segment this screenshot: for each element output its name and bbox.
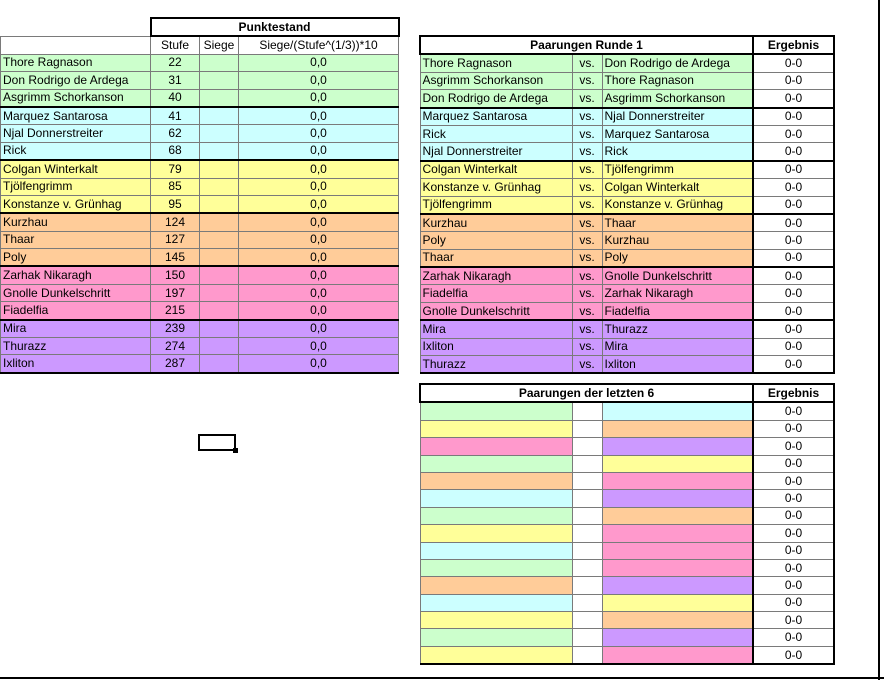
last6-player-a[interactable] [420,559,572,576]
score-value-cell[interactable]: 0,0 [239,213,399,231]
last6-player-a[interactable] [420,402,572,420]
last6-result[interactable]: 0-0 [753,438,834,455]
last6-result[interactable]: 0-0 [753,507,834,524]
score-value-cell[interactable]: 0,0 [239,178,399,195]
last6-player-b[interactable] [602,646,753,664]
score-row [1,355,399,373]
score-value-cell[interactable]: 0,0 [239,355,399,373]
pairing-player-a[interactable]: Tjölfengrimm [420,196,572,214]
pairing-player-a[interactable]: Marquez Santarosa [420,108,572,126]
score-name-cell[interactable]: Thore Ragnason [1,54,151,71]
pairing-player-a[interactable]: Rick [420,125,572,142]
pairing-player-b[interactable]: Tjölfengrimm [602,161,753,179]
last6-row [420,629,834,646]
pairing-player-b[interactable]: Zarhak Nikaragh [602,285,753,302]
pairing-player-a[interactable]: Don Rodrigo de Ardega [420,90,572,108]
score-stufe-cell[interactable]: 145 [151,249,200,267]
last6-player-a[interactable] [420,525,572,542]
pairing-result[interactable]: 0-0 [753,320,834,338]
score-siege-cell[interactable] [200,107,239,125]
pairing-vs[interactable]: vs. [572,232,602,249]
print-area-border-right [878,0,880,680]
pairing-vs[interactable]: vs. [572,249,602,267]
pairing-player-a[interactable]: Zarhak Nikaragh [420,267,572,285]
last6-result[interactable]: 0-0 [753,490,834,507]
pairing-row [420,338,834,355]
pairing-row [420,196,834,214]
score-value-cell[interactable]: 0,0 [239,160,399,178]
pairing-result[interactable]: 0-0 [753,338,834,355]
score-siege-cell[interactable] [200,72,239,89]
pairing-player-b[interactable]: Colgan Winterkalt [602,179,753,196]
pairing-vs[interactable]: vs. [572,196,602,214]
last6-vs[interactable] [572,490,602,507]
pairing-vs[interactable]: vs. [572,108,602,126]
pairing-result[interactable]: 0-0 [753,72,834,89]
score-row [1,89,399,107]
last6-player-a[interactable] [420,472,572,489]
last6-vs[interactable] [572,542,602,559]
pairing-player-b[interactable]: Kurzhau [602,232,753,249]
score-name-cell[interactable]: Poly [1,249,151,267]
score-name-cell[interactable]: Asgrimm Schorkanson [1,89,151,107]
pairing-result[interactable]: 0-0 [753,356,834,374]
pairing-player-b[interactable]: Fiadelfia [602,302,753,320]
score-row [1,125,399,142]
pairing-row [420,320,834,338]
last6-vs[interactable] [572,577,602,594]
last6-result[interactable]: 0-0 [753,577,834,594]
pairing-row [420,72,834,89]
last6-player-a[interactable] [420,455,572,472]
last6-table [419,383,835,665]
last6-player-a[interactable] [420,420,572,437]
score-stufe-cell[interactable]: 85 [151,178,200,195]
score-siege-cell[interactable] [200,355,239,373]
score-name-cell[interactable]: Don Rodrigo de Ardega [1,72,151,89]
last6-row [420,420,834,437]
pairing-result[interactable]: 0-0 [753,90,834,108]
score-siege-cell[interactable] [200,266,239,284]
score-value-cell[interactable]: 0,0 [239,195,399,213]
score-stufe-cell[interactable]: 287 [151,355,200,373]
last6-vs[interactable] [572,646,602,664]
last6-row [420,438,834,455]
last6-vs[interactable] [572,612,602,629]
score-value-cell[interactable]: 0,0 [239,231,399,248]
score-value-cell[interactable]: 0,0 [239,89,399,107]
pairing-player-a[interactable]: Ixliton [420,338,572,355]
pairing-vs[interactable]: vs. [572,72,602,89]
pairings-result-header[interactable]: Ergebnis [753,36,834,54]
last6-player-b[interactable] [602,490,753,507]
score-value-cell[interactable]: 0,0 [239,72,399,89]
pairing-result[interactable]: 0-0 [753,125,834,142]
pairing-row [420,179,834,196]
pairing-player-b[interactable]: Thore Ragnason [602,72,753,89]
pairing-player-a[interactable]: Thaar [420,249,572,267]
score-stufe-cell[interactable]: 95 [151,195,200,213]
pairing-result[interactable]: 0-0 [753,108,834,126]
last6-player-b[interactable] [602,472,753,489]
pairing-player-b[interactable]: Asgrimm Schorkanson [602,90,753,108]
pairing-player-b[interactable]: Rick [602,143,753,161]
score-row [1,72,399,89]
last6-vs[interactable] [572,629,602,646]
last6-player-b[interactable] [602,438,753,455]
score-siege-cell[interactable] [200,284,239,301]
pairing-player-a[interactable]: Colgan Winterkalt [420,161,572,179]
pairing-player-b[interactable]: Ixliton [602,356,753,374]
pairing-result[interactable]: 0-0 [753,232,834,249]
last6-vs[interactable] [572,402,602,420]
last6-result[interactable]: 0-0 [753,472,834,489]
score-stufe-cell[interactable]: 197 [151,284,200,301]
pairing-result[interactable]: 0-0 [753,214,834,232]
last6-player-a[interactable] [420,438,572,455]
last6-result[interactable]: 0-0 [753,594,834,611]
score-name-cell[interactable]: Fiadelfia [1,302,151,320]
score-header-stufe[interactable]: Stufe [151,36,200,54]
score-title[interactable]: Punktestand [151,18,399,36]
score-stufe-cell[interactable]: 79 [151,160,200,178]
score-value-cell[interactable]: 0,0 [239,338,399,355]
pairing-row [420,302,834,320]
pairing-player-a[interactable]: Fiadelfia [420,285,572,302]
pairing-row [420,125,834,142]
score-name-cell[interactable]: Gnolle Dunkelschritt [1,284,151,301]
score-row [1,178,399,195]
last6-vs[interactable] [572,594,602,611]
score-stufe-cell[interactable]: 124 [151,213,200,231]
pairing-result[interactable]: 0-0 [753,302,834,320]
score-name-cell[interactable]: Kurzhau [1,213,151,231]
score-siege-cell[interactable] [200,89,239,107]
last6-player-b[interactable] [602,594,753,611]
pairing-row [420,356,834,374]
last6-row [420,612,834,629]
score-row [1,160,399,178]
last6-result[interactable]: 0-0 [753,525,834,542]
pairing-player-a[interactable]: Kurzhau [420,214,572,232]
last6-row [420,577,834,594]
pairing-row [420,90,834,108]
last6-player-b[interactable] [602,507,753,524]
score-name-cell[interactable]: Mira [1,320,151,338]
pairing-vs[interactable]: vs. [572,285,602,302]
last6-row [420,542,834,559]
score-row [1,249,399,267]
last6-player-a[interactable] [420,542,572,559]
last6-player-b[interactable] [602,629,753,646]
score-siege-cell[interactable] [200,160,239,178]
score-name-cell[interactable]: Zarhak Nikaragh [1,266,151,284]
score-row [1,302,399,320]
last6-vs[interactable] [572,455,602,472]
last6-player-b[interactable] [602,402,753,420]
last6-title[interactable]: Paarungen der letzten 6 [420,384,753,402]
pairing-player-a[interactable]: Thurazz [420,356,572,374]
last6-row [420,559,834,576]
score-row [1,320,399,338]
pairing-player-b[interactable]: Poly [602,249,753,267]
pairing-row [420,267,834,285]
score-stufe-cell[interactable]: 239 [151,320,200,338]
score-name-cell[interactable]: Colgan Winterkalt [1,160,151,178]
pairing-row [420,143,834,161]
pairing-result[interactable]: 0-0 [753,196,834,214]
score-name-cell[interactable]: Konstanze v. Grünhag [1,195,151,213]
last6-vs[interactable] [572,559,602,576]
last6-result[interactable]: 0-0 [753,542,834,559]
score-row [1,142,399,160]
pairing-player-a[interactable]: Njal Donnerstreiter [420,143,572,161]
score-value-cell[interactable]: 0,0 [239,54,399,71]
last6-result-header[interactable]: Ergebnis [753,384,834,402]
score-name-cell[interactable]: Njal Donnerstreiter [1,125,151,142]
pairing-row [420,232,834,249]
pairing-vs[interactable]: vs. [572,320,602,338]
score-stufe-cell[interactable]: 215 [151,302,200,320]
score-siege-cell[interactable] [200,178,239,195]
pairing-vs[interactable]: vs. [572,143,602,161]
score-row [1,231,399,248]
last6-row [420,507,834,524]
last6-vs[interactable] [572,438,602,455]
pairing-result[interactable]: 0-0 [753,143,834,161]
pairing-vs[interactable]: vs. [572,90,602,108]
score-stufe-cell[interactable]: 41 [151,107,200,125]
pairing-player-a[interactable]: Asgrimm Schorkanson [420,72,572,89]
score-siege-cell[interactable] [200,302,239,320]
score-row [1,338,399,355]
last6-row [420,490,834,507]
last6-result[interactable]: 0-0 [753,612,834,629]
score-stufe-cell[interactable]: 31 [151,72,200,89]
score-stufe-cell[interactable]: 40 [151,89,200,107]
score-value-cell[interactable]: 0,0 [239,107,399,125]
score-siege-cell[interactable] [200,320,239,338]
score-table [0,17,400,374]
pairing-player-b[interactable]: Thurazz [602,320,753,338]
score-row [1,195,399,213]
last6-player-a[interactable] [420,594,572,611]
last6-player-b[interactable] [602,559,753,576]
pairing-vs[interactable]: vs. [572,356,602,374]
pairing-player-b[interactable]: Gnolle Dunkelschritt [602,267,753,285]
last6-player-a[interactable] [420,629,572,646]
score-siege-cell[interactable] [200,213,239,231]
pairing-player-a[interactable]: Thore Ragnason [420,54,572,72]
pairing-player-a[interactable]: Poly [420,232,572,249]
score-row [1,213,399,231]
pairings-title[interactable]: Paarungen Runde 1 [420,36,753,54]
pairing-player-a[interactable]: Konstanze v. Grünhag [420,179,572,196]
last6-row [420,455,834,472]
last6-player-b[interactable] [602,542,753,559]
last6-player-b[interactable] [602,577,753,594]
score-stufe-cell[interactable]: 274 [151,338,200,355]
last6-player-b[interactable] [602,525,753,542]
score-value-cell[interactable]: 0,0 [239,302,399,320]
pairing-vs[interactable]: vs. [572,302,602,320]
last6-vs[interactable] [572,472,602,489]
score-siege-cell[interactable] [200,249,239,267]
score-stufe-cell[interactable]: 150 [151,266,200,284]
last6-player-b[interactable] [602,612,753,629]
score-header-formula[interactable]: Siege/(Stufe^(1/3))*10 [239,36,399,54]
score-name-cell[interactable]: Marquez Santarosa [1,107,151,125]
pairing-player-a[interactable]: Mira [420,320,572,338]
pairing-row [420,54,834,72]
pairing-row [420,161,834,179]
score-siege-cell[interactable] [200,231,239,248]
fill-handle[interactable] [233,448,238,453]
last6-row [420,646,834,664]
last6-result[interactable]: 0-0 [753,420,834,437]
pairing-result[interactable]: 0-0 [753,285,834,302]
last6-row [420,402,834,420]
score-value-cell[interactable]: 0,0 [239,249,399,267]
score-row [1,266,399,284]
last6-player-a[interactable] [420,507,572,524]
last6-result[interactable]: 0-0 [753,402,834,420]
last6-player-a[interactable] [420,577,572,594]
pairing-result[interactable]: 0-0 [753,249,834,267]
pairing-player-b[interactable]: Thaar [602,214,753,232]
pairing-row [420,214,834,232]
last6-vs[interactable] [572,420,602,437]
pairing-vs[interactable]: vs. [572,338,602,355]
active-cell-cursor[interactable] [198,434,236,451]
pairing-player-b[interactable]: Konstanze v. Grünhag [602,196,753,214]
score-name-cell[interactable]: Rick [1,142,151,160]
score-value-cell[interactable]: 0,0 [239,320,399,338]
last6-result[interactable]: 0-0 [753,646,834,664]
score-siege-cell[interactable] [200,338,239,355]
last6-player-b[interactable] [602,420,753,437]
last6-result[interactable]: 0-0 [753,629,834,646]
last6-row [420,525,834,542]
last6-result[interactable]: 0-0 [753,559,834,576]
pairing-row [420,249,834,267]
score-value-cell[interactable]: 0,0 [239,284,399,301]
last6-player-a[interactable] [420,646,572,664]
score-stufe-cell[interactable]: 62 [151,125,200,142]
pairing-player-b[interactable]: Marquez Santarosa [602,125,753,142]
score-value-cell[interactable]: 0,0 [239,142,399,160]
pairing-row [420,285,834,302]
pairing-vs[interactable]: vs. [572,214,602,232]
score-siege-cell[interactable] [200,125,239,142]
last6-player-a[interactable] [420,612,572,629]
pairing-result[interactable]: 0-0 [753,179,834,196]
last6-result[interactable]: 0-0 [753,455,834,472]
pairing-result[interactable]: 0-0 [753,267,834,285]
pairing-vs[interactable]: vs. [572,125,602,142]
pairings-table [419,35,835,374]
score-stufe-cell[interactable]: 127 [151,231,200,248]
pairing-player-b[interactable]: Njal Donnerstreiter [602,108,753,126]
score-siege-cell[interactable] [200,195,239,213]
pairing-player-a[interactable]: Gnolle Dunkelschritt [420,302,572,320]
last6-player-a[interactable] [420,490,572,507]
score-name-cell[interactable]: Ixliton [1,355,151,373]
score-row [1,284,399,301]
last6-row [420,472,834,489]
score-name-cell[interactable]: Thaar [1,231,151,248]
last6-player-b[interactable] [602,455,753,472]
pairing-vs[interactable]: vs. [572,267,602,285]
score-name-cell[interactable]: Tjölfengrimm [1,178,151,195]
last6-vs[interactable] [572,507,602,524]
pairing-row [420,108,834,126]
score-siege-cell[interactable] [200,142,239,160]
pairing-result[interactable]: 0-0 [753,161,834,179]
pairing-vs[interactable]: vs. [572,179,602,196]
pairing-player-b[interactable]: Mira [602,338,753,355]
score-stufe-cell[interactable]: 22 [151,54,200,71]
pairing-vs[interactable]: vs. [572,54,602,72]
score-stufe-cell[interactable]: 68 [151,142,200,160]
pairing-result[interactable]: 0-0 [753,54,834,72]
score-name-cell[interactable]: Thurazz [1,338,151,355]
print-area-border-bottom [0,677,884,679]
score-row [1,107,399,125]
score-row [1,54,399,71]
score-header-name[interactable] [1,36,151,54]
pairing-player-b[interactable]: Don Rodrigo de Ardega [602,54,753,72]
last6-vs[interactable] [572,525,602,542]
score-header-siege[interactable]: Siege [200,36,239,54]
score-value-cell[interactable]: 0,0 [239,266,399,284]
score-value-cell[interactable]: 0,0 [239,125,399,142]
last6-row [420,594,834,611]
score-siege-cell[interactable] [200,54,239,71]
pairing-vs[interactable]: vs. [572,161,602,179]
